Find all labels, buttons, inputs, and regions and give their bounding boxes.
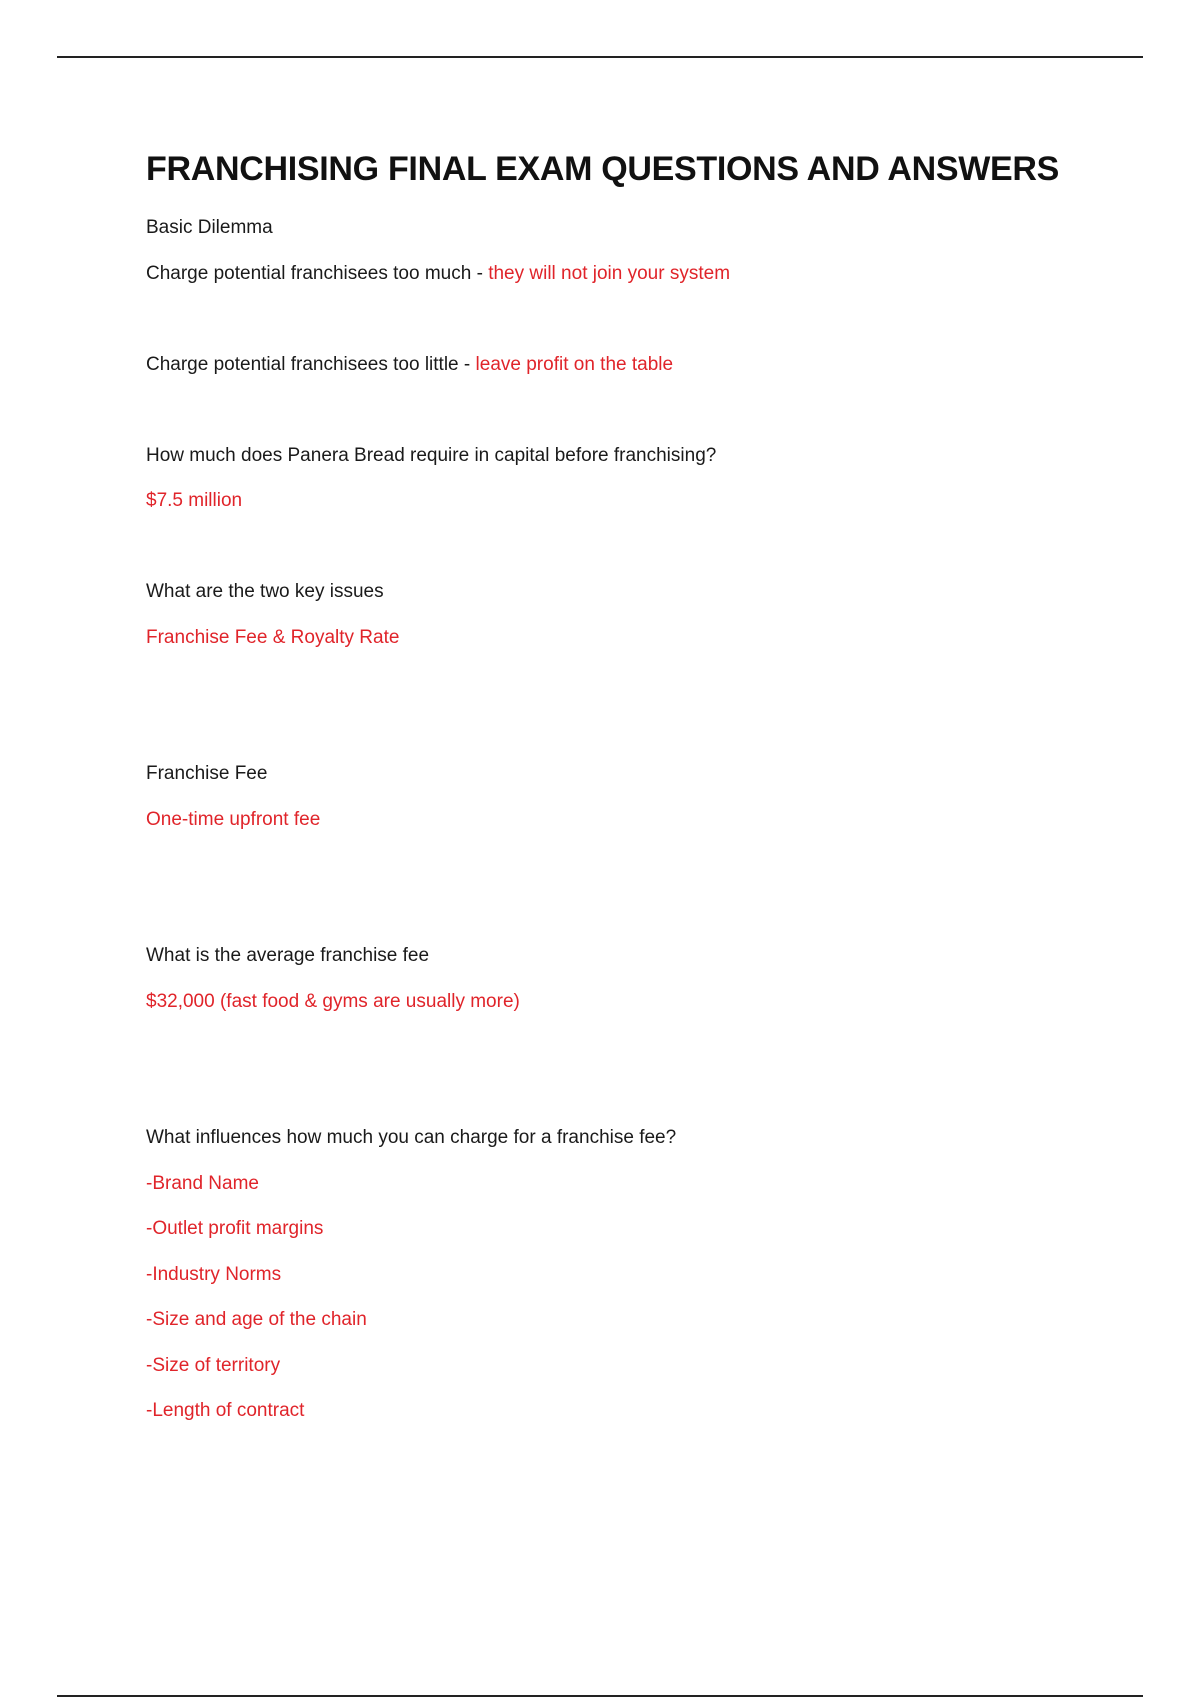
qa-line-too-little bbox=[146, 353, 673, 377]
answer-list-item: -Size of territory bbox=[146, 1355, 281, 1376]
question-fee-influences: What influences how much you can charge for a franchise fee? bbox=[146, 1127, 677, 1148]
question-panera-capital: How much does Panera Bread require in capital before franchising? bbox=[146, 445, 717, 466]
page-title: FRANCHISING FINAL EXAM QUESTIONS AND ANSWERS bbox=[146, 150, 1060, 188]
answer-list-item: -Size and age of the chain bbox=[146, 1309, 367, 1330]
dash-separator: - bbox=[471, 263, 489, 284]
answer-franchise-fee: One-time upfront fee bbox=[146, 809, 321, 830]
answer-two-key-issues: Franchise Fee & Royalty Rate bbox=[146, 627, 400, 648]
answer-panera-capital: $7.5 million bbox=[146, 490, 243, 511]
footer-rule bbox=[57, 1695, 1143, 1697]
answer-list-item: -Industry Norms bbox=[146, 1264, 282, 1285]
dash-separator: - bbox=[458, 354, 476, 375]
answer-average-fee: $32,000 (fast food & gyms are usually more) bbox=[146, 991, 520, 1012]
answer-list-item: -Brand Name bbox=[146, 1173, 259, 1194]
question-text: Charge potential franchisees too much bbox=[146, 263, 472, 284]
answer-list-item: -Length of contract bbox=[146, 1400, 305, 1421]
answer-text: they will not join your system bbox=[488, 263, 731, 284]
question-text: Charge potential franchisees too little bbox=[146, 354, 459, 375]
question-two-key-issues: What are the two key issues bbox=[146, 581, 384, 602]
question-franchise-fee: Franchise Fee bbox=[146, 763, 268, 784]
qa-line-too-much bbox=[146, 262, 730, 286]
answer-list-item: -Outlet profit margins bbox=[146, 1218, 324, 1239]
question-average-fee: What is the average franchise fee bbox=[146, 945, 430, 966]
question-basic-dilemma: Basic Dilemma bbox=[146, 217, 273, 238]
answer-text: leave profit on the table bbox=[475, 354, 674, 375]
header-rule bbox=[57, 56, 1143, 58]
